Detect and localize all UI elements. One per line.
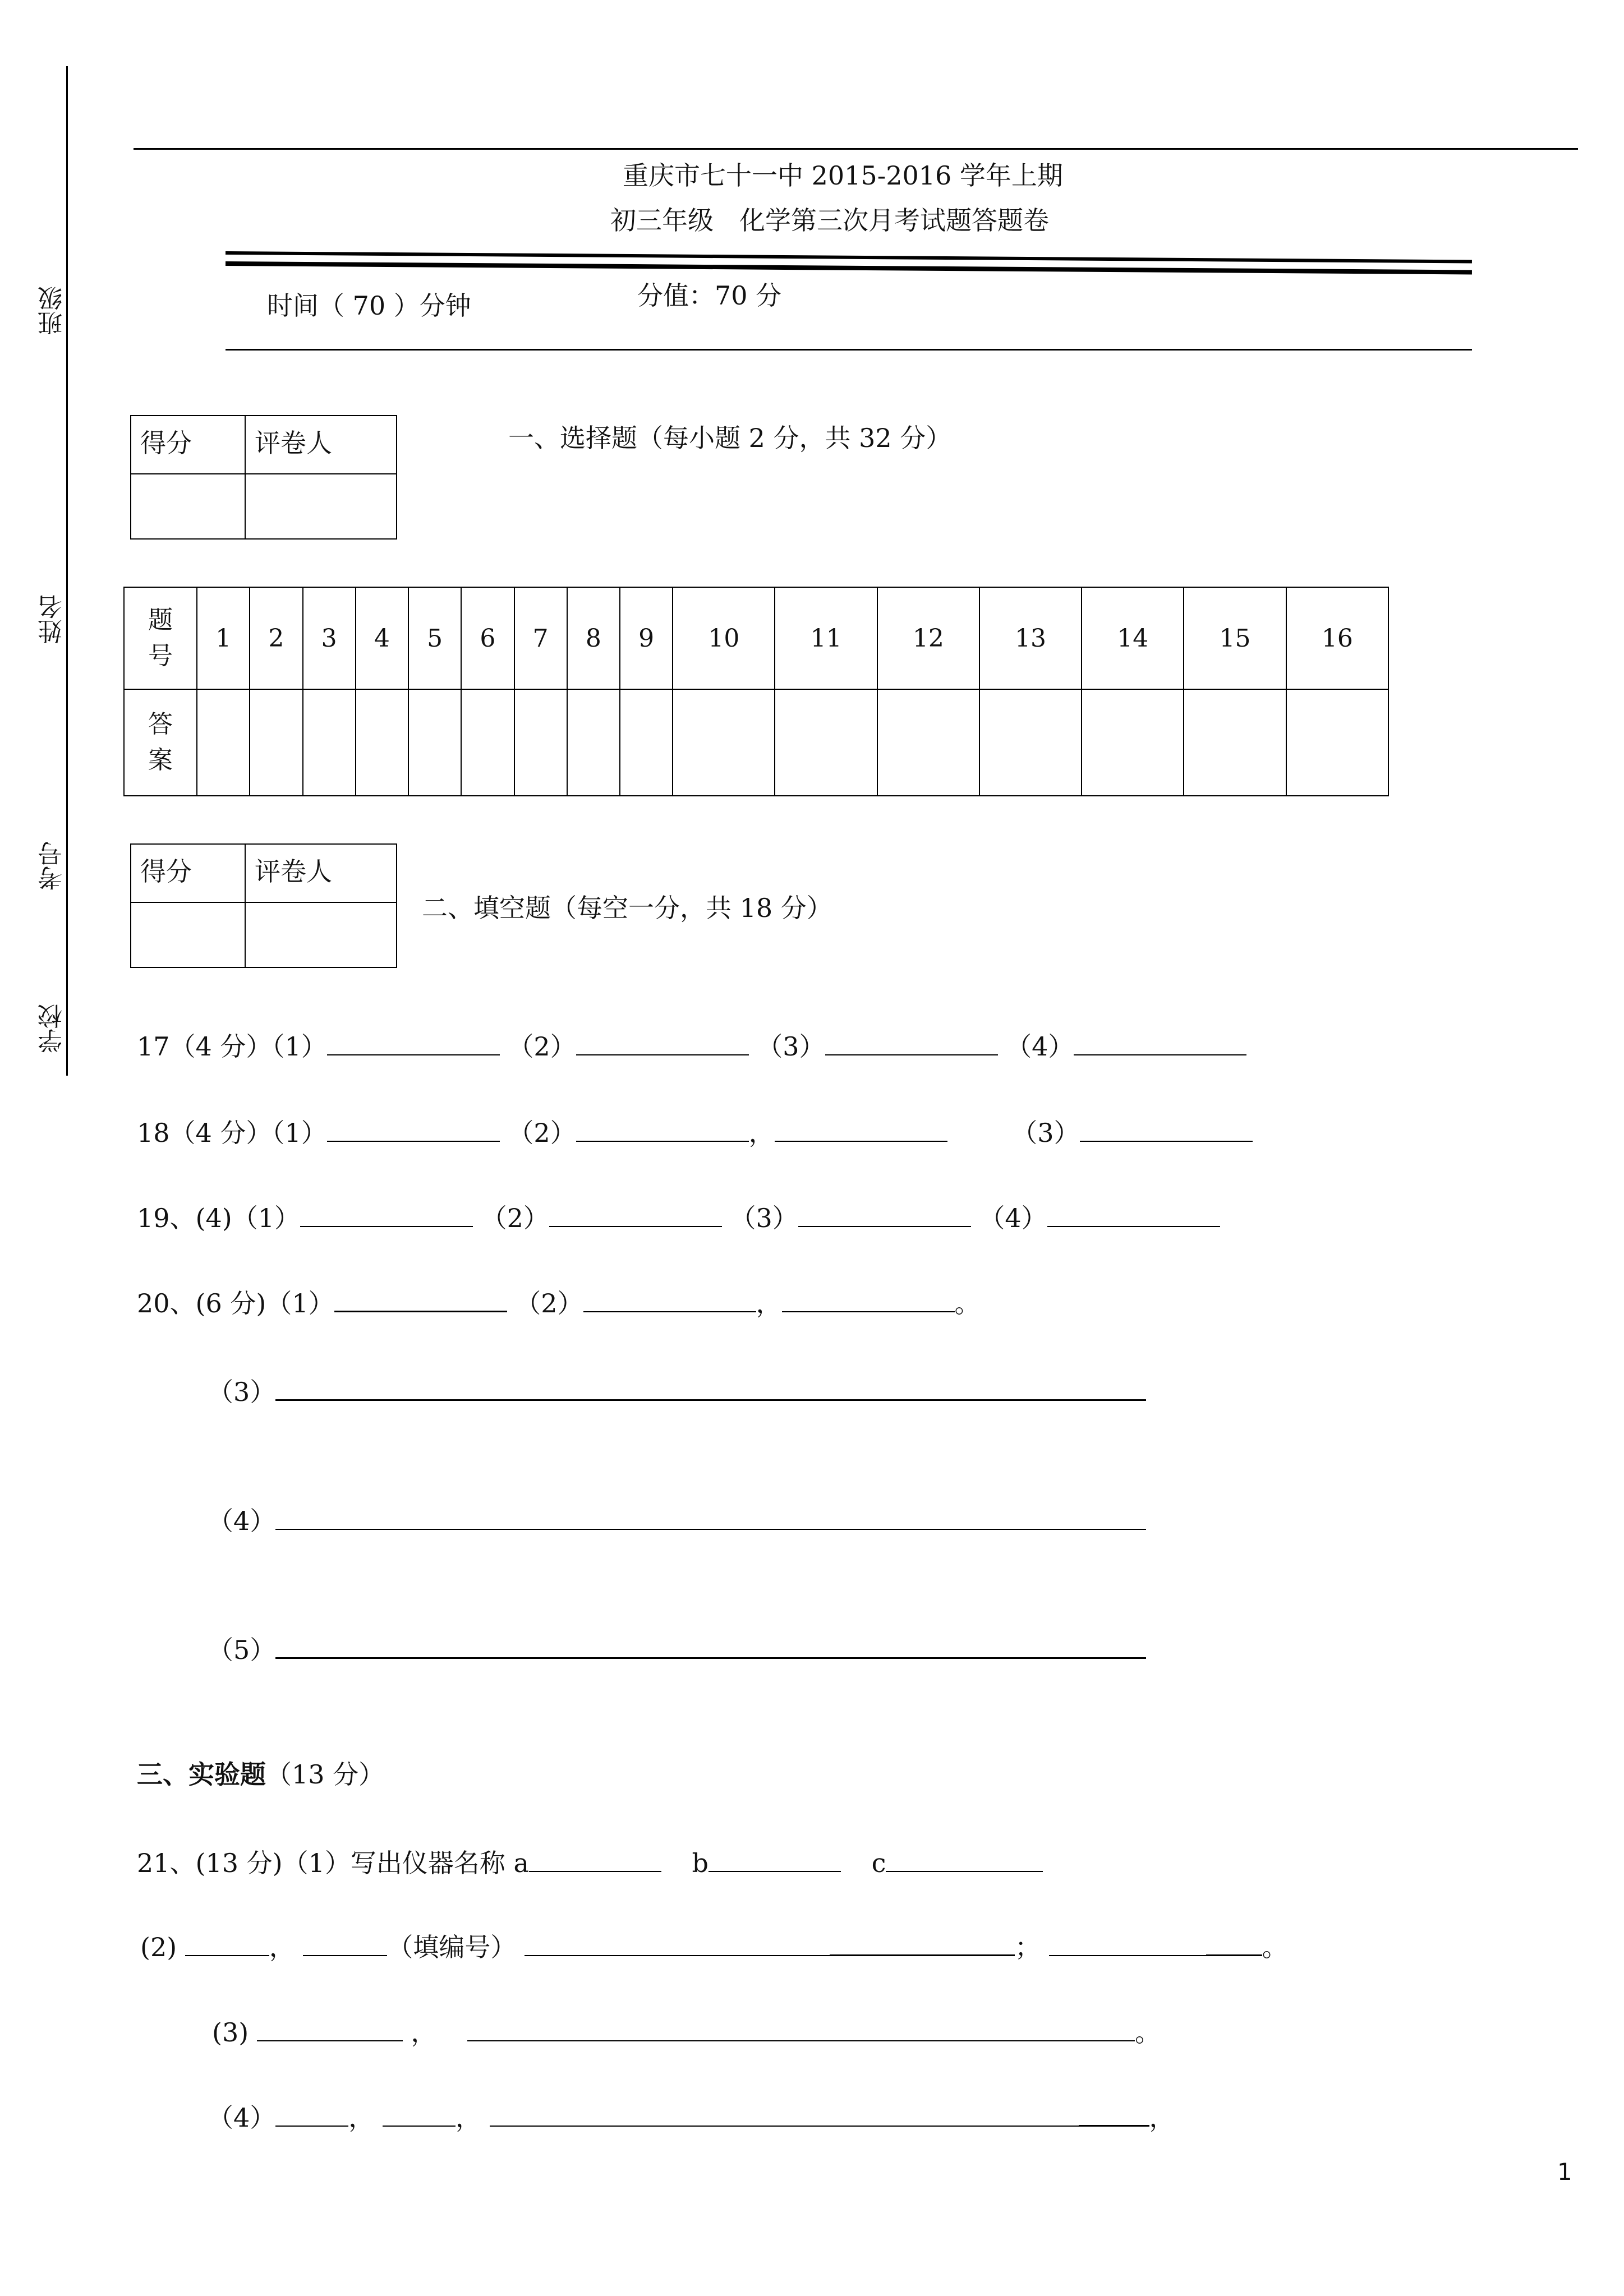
q20-5-label: （5） <box>208 1635 276 1665</box>
q17-part4: （4） <box>1006 1031 1074 1062</box>
question-number-cell: 6 <box>461 587 514 689</box>
question-number-cell: 7 <box>514 587 567 689</box>
header-char: 题 <box>148 606 173 635</box>
section2-title: 二、填空题（每空一分，共 18 分） <box>422 893 832 923</box>
q19-part3: （3） <box>730 1203 798 1233</box>
semicolon: ； <box>1015 1932 1041 1962</box>
answer-blank[interactable] <box>583 1290 756 1312</box>
q20-part2: （2） <box>515 1288 583 1318</box>
answer-blank[interactable] <box>886 1850 1043 1872</box>
header-bottom-rule <box>226 349 1472 351</box>
question-number-cell: 5 <box>408 587 461 689</box>
time-info: 时间（ 70 ）分钟 <box>267 291 471 321</box>
answer-header <box>124 689 197 796</box>
answer-cell[interactable] <box>250 689 302 796</box>
q19-prefix: 19、(4)（1） <box>137 1203 300 1233</box>
answer-blank[interactable] <box>775 1119 947 1142</box>
answer-cell[interactable] <box>408 689 461 796</box>
score-cell[interactable] <box>131 902 245 967</box>
score-box-2 <box>130 843 397 968</box>
answer-cell[interactable] <box>673 689 775 796</box>
comma: ， <box>1149 2103 1175 2133</box>
question-number-cell: 3 <box>303 587 356 689</box>
header-char: 案 <box>148 746 173 774</box>
binding-line <box>66 66 68 1076</box>
q21-4-prefix: （4） <box>208 2103 276 2133</box>
q21-2-prefix: (2) <box>140 1932 177 1962</box>
answer-blank[interactable] <box>825 1033 998 1055</box>
question-number-cell: 1 <box>197 587 250 689</box>
question-20 <box>137 1283 981 1320</box>
question-number-cell: 4 <box>356 587 408 689</box>
answer-blank[interactable] <box>327 1033 500 1055</box>
answer-blank[interactable] <box>1049 1934 1206 1956</box>
answer-line[interactable] <box>275 1378 1146 1401</box>
answer-line[interactable] <box>275 1507 1146 1530</box>
period: 。 <box>1135 2017 1161 2048</box>
header-char: 答 <box>148 710 173 739</box>
question-18 <box>137 1113 1253 1150</box>
q21-2-note: （填编号） <box>387 1932 517 1962</box>
answer-cell[interactable] <box>514 689 567 796</box>
q20-3-label: （3） <box>208 1377 276 1407</box>
section3-title <box>137 1754 384 1791</box>
q17-part3: （3） <box>757 1031 825 1062</box>
answer-cell[interactable] <box>877 689 979 796</box>
answer-cell[interactable] <box>1286 689 1388 796</box>
answer-blank[interactable] <box>300 1205 473 1227</box>
answer-blank[interactable] <box>830 1933 1015 1956</box>
comma: ， <box>748 1118 775 1148</box>
answer-blank[interactable] <box>576 1119 749 1142</box>
question-number-cell: 14 <box>1082 587 1184 689</box>
section3-title-rest: （13 分） <box>266 1759 385 1790</box>
period: 。 <box>954 1288 981 1318</box>
q18-part2: （2） <box>508 1118 576 1148</box>
answer-blank[interactable] <box>383 2104 456 2127</box>
question-20-3 <box>208 1372 1146 1409</box>
grader-header: 评卷人 <box>245 416 397 474</box>
score-header: 得分 <box>131 844 245 902</box>
answer-cell[interactable] <box>197 689 250 796</box>
double-rule-bottom <box>226 261 1472 275</box>
answer-blank[interactable] <box>709 1850 841 1872</box>
title-line-2: 初三年级 化学第三次月考试题答题卷 <box>610 205 1049 236</box>
answer-blank[interactable] <box>275 2104 348 2127</box>
answer-cell[interactable] <box>620 689 673 796</box>
q19-part4: （4） <box>979 1203 1047 1233</box>
q21-prefix: 21、(13 分)（1）写出仪器名称 a <box>137 1848 529 1878</box>
score-info: 分值：70 分 <box>637 280 782 311</box>
answer-blank[interactable] <box>798 1205 971 1227</box>
answer-blank[interactable] <box>782 1290 955 1312</box>
question-number-cell: 13 <box>979 587 1082 689</box>
question-number-cell: 9 <box>620 587 673 689</box>
class-label: 班级 <box>38 286 67 335</box>
q18-part3: （3） <box>1011 1118 1080 1148</box>
question-19 <box>137 1198 1220 1235</box>
page-number: 1 <box>1557 2158 1572 2186</box>
q20-4-label: （4） <box>208 1506 276 1536</box>
answer-blank[interactable] <box>303 1934 387 1956</box>
answer-blank[interactable] <box>1080 1119 1253 1142</box>
question-21-3 <box>212 2012 1161 2049</box>
double-rule-top <box>226 251 1472 264</box>
comma: ， <box>455 2103 481 2133</box>
answer-cell[interactable] <box>356 689 408 796</box>
school-label: 学校 <box>38 1004 67 1053</box>
section1-title: 一、选择题（每小题 2 分，共 32 分） <box>508 423 952 453</box>
answer-blank[interactable] <box>576 1033 749 1055</box>
q17-part2: （2） <box>508 1031 576 1062</box>
answer-blank[interactable] <box>185 1934 269 1956</box>
question-20-4 <box>208 1501 1146 1538</box>
grader-cell[interactable] <box>245 902 397 967</box>
answer-blank[interactable] <box>1079 2104 1149 2127</box>
score-cell[interactable] <box>131 474 245 539</box>
answer-blank[interactable] <box>490 2104 1079 2127</box>
comma: ， <box>269 1932 295 1962</box>
header-char: 号 <box>148 642 173 670</box>
q20-prefix: 20、(6 分)（1） <box>137 1288 334 1318</box>
question-17 <box>137 1026 1246 1063</box>
question-number-cell: 10 <box>673 587 775 689</box>
q17-prefix: 17（4 分）（1） <box>137 1031 327 1062</box>
question-number-cell: 16 <box>1286 587 1388 689</box>
q18-prefix: 18（4 分）（1） <box>137 1118 327 1148</box>
answer-cell[interactable] <box>1082 689 1184 796</box>
answer-blank[interactable] <box>549 1205 722 1227</box>
exam-no-label: 考号 <box>38 841 67 891</box>
q21-b: b <box>692 1848 709 1878</box>
question-21-1 <box>137 1843 1043 1880</box>
question-number-cell: 12 <box>877 587 979 689</box>
comma: ， <box>756 1288 782 1318</box>
question-number-cell: 11 <box>775 587 877 689</box>
question-number-header <box>124 587 197 689</box>
question-21-2 <box>140 1927 1288 1964</box>
answer-cell[interactable] <box>567 689 620 796</box>
comma: ， <box>348 2103 375 2133</box>
section3-title-bold: 三、实验题 <box>137 1759 266 1790</box>
question-21-4 <box>208 2097 1175 2134</box>
top-rule <box>134 148 1578 150</box>
question-number-cell: 8 <box>567 587 620 689</box>
answer-cell[interactable] <box>461 689 514 796</box>
answer-blank[interactable] <box>334 1289 507 1312</box>
answer-cell[interactable] <box>775 689 877 796</box>
answer-blank[interactable] <box>1206 1933 1262 1956</box>
answer-blank[interactable] <box>1047 1205 1220 1227</box>
grader-header: 评卷人 <box>245 844 397 902</box>
answer-blank[interactable] <box>257 2019 403 2041</box>
answer-cell[interactable] <box>1184 689 1286 796</box>
answer-cell[interactable] <box>303 689 356 796</box>
q21-c: c <box>871 1848 886 1878</box>
score-box-1 <box>130 415 397 540</box>
answer-cell[interactable] <box>979 689 1082 796</box>
question-20-5 <box>208 1630 1146 1667</box>
answer-blank[interactable] <box>525 1934 830 1956</box>
comma: ， <box>411 2017 437 2048</box>
score-header: 得分 <box>131 416 245 474</box>
answer-blank[interactable] <box>467 2019 1135 2041</box>
answer-blank[interactable] <box>529 1850 661 1872</box>
answer-blank[interactable] <box>327 1119 500 1142</box>
q21-3-prefix: (3) <box>212 2017 249 2048</box>
question-number-cell: 2 <box>250 587 302 689</box>
answer-line[interactable] <box>275 1636 1146 1659</box>
name-label: 姓名 <box>38 594 67 644</box>
grader-cell[interactable] <box>245 474 397 539</box>
question-number-cell: 15 <box>1184 587 1286 689</box>
q19-part2: （2） <box>481 1203 549 1233</box>
answer-blank[interactable] <box>1074 1033 1246 1055</box>
answer-table <box>123 587 1389 796</box>
title-line-1: 重庆市七十一中 2015-2016 学年上期 <box>623 160 1063 191</box>
period: 。 <box>1262 1932 1288 1962</box>
